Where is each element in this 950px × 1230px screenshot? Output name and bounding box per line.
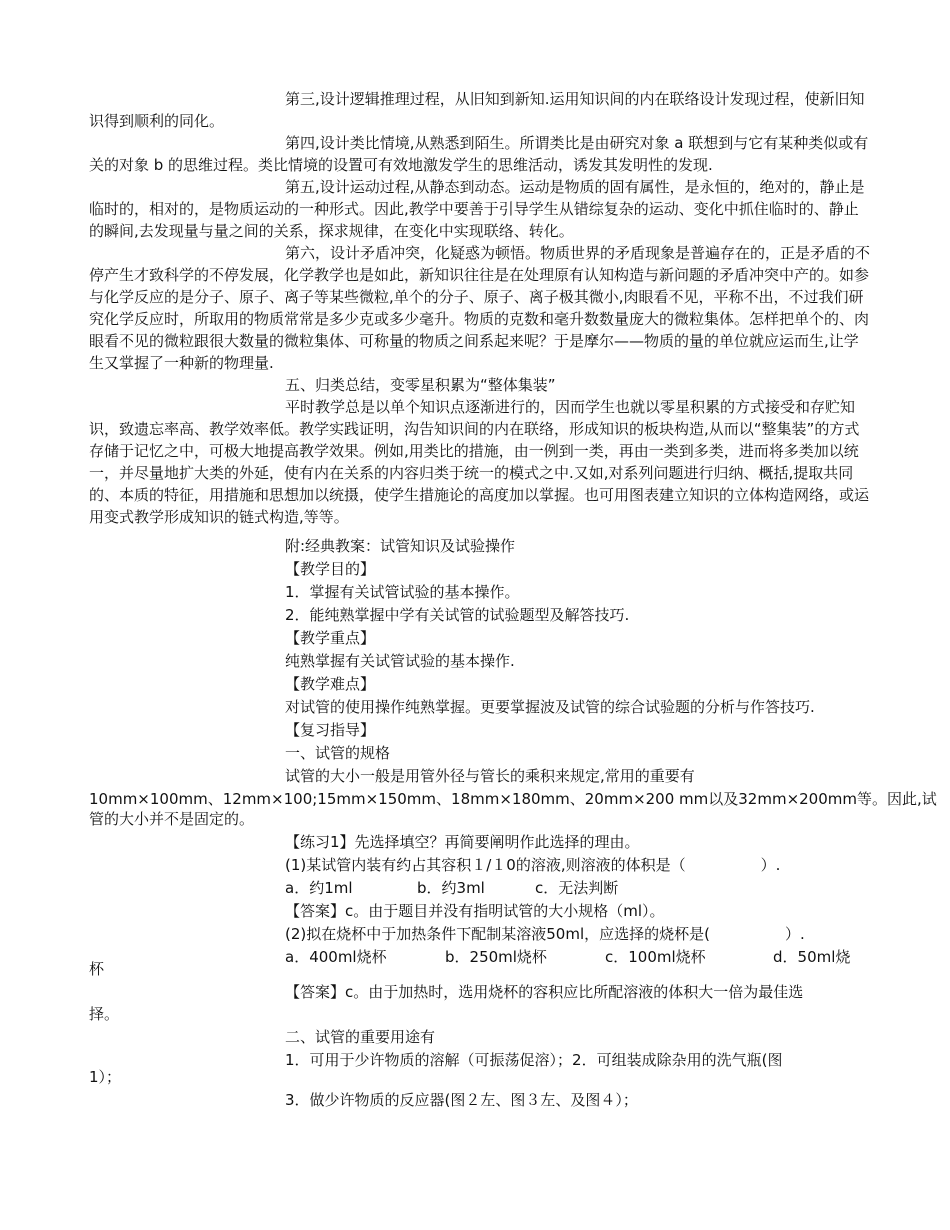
question-2-answer: 【答案】c。由于加热时，选用烧杯的容积应比所配溶液的体积大一倍为最佳选 (285, 983, 804, 1001)
specs-text-line-3: 管的大小并不是固定的。 (89, 810, 255, 828)
paragraph-design-analogy: 第四,设计类比情境,从熟悉到陌生。所谓类比是由研究对象 a 联想到与它有某种类似或有关的对象 b 的思维过程。类比情境的设置可有效地激发学生的思维活动，诱发其发明性的发现. (89, 134, 869, 174)
section-heading-five: 五、归类总结，变零星积累为“整体集装” (285, 376, 556, 394)
exercise-1-intro: 【练习1】先选择填空？再简要阐明作此选择的理由。 (285, 833, 640, 851)
q1-option-c: c．无法判断 (535, 879, 619, 897)
question-2-options (285, 946, 875, 968)
paragraph-design-logic: 第三,设计逻辑推理过程，从旧知到新知.运用知识间的内在联络设计发现过程，使新旧知识得到顺利的同化。 (89, 90, 865, 130)
question-1: (1)某试管内装有约占其容积１/１0的溶液,则溶液的体积是（ ）. (285, 856, 781, 874)
goal-heading: 【教学目的】 (285, 560, 376, 578)
section-title-specs: 一、试管的规格 (285, 744, 391, 762)
uses-line-1: 1．可用于少许物质的溶解（可振荡促溶）；2．可组装成除杂用的洗气瓶(图 (285, 1051, 783, 1069)
specs-text-line-1: 试管的大小一般是用管外径与管长的乘积来规定,常用的重要有 (285, 767, 695, 785)
question-1-options (285, 877, 875, 899)
question-1-answer: 【答案】c。由于题目并没有指明试管的大小规格（ml）。 (285, 902, 665, 920)
difficulty-text: 对试管的使用操作纯熟掌握。更要掌握波及试管的综合试验题的分析与作答技巧. (285, 698, 815, 716)
question-2-answer-wrap: 择。 (89, 1005, 120, 1023)
q2-option-d-wrap: 杯 (89, 960, 105, 978)
paragraph-design-conflict: 第六，设计矛盾冲突，化疑惑为顿悟。物质世界的矛盾现象是普遍存在的，正是矛盾的不停产生才致科学的不停发展，化学教学也是如此，新知识往往是在处理原有认知构造与新问题的矛盾冲突中产的。如参与化学反应的是分子、原子、离子等某些微粒,单个的分子、原子、离子极其微小,肉眼看不见，平称不出，不过我们研究化学反应时，所取用的物质常常是多少克或多少毫升。物质的克数和毫升数数量庞大的微粒集体。怎样把单个的、肉眼看不见的微粒跟很大数量的微粒集体、可称量的物质之间系起来呢？于是摩尔——物质的量的单位就应运而生,让学生又掌握了一种新的物理量. (89, 244, 871, 372)
q1-option-b: b．约3ml (417, 879, 485, 897)
review-heading: 【复习指导】 (285, 721, 376, 739)
uses-line-1-wrap: 1）； (89, 1068, 122, 1086)
question-2: (2)拟在烧杯中于加热条件下配制某溶液50ml，应选择的烧杯是( ）. (285, 925, 805, 943)
q2-option-d: d．50ml烧 (773, 948, 851, 966)
q2-option-c: c．100ml烧杯 (605, 948, 706, 966)
q1-option-a: a．约1ml (285, 879, 353, 897)
goal-item-2: 2．能纯熟掌握中学有关试管的试验题型及解答技巧. (285, 606, 630, 624)
key-text: 纯熟掌握有关试管试验的基本操作. (285, 652, 515, 670)
q2-option-b: b．250ml烧杯 (445, 948, 547, 966)
paragraph-design-motion: 第五,设计运动过程,从静态到动态。运动是物质的固有属性，是永恒的，绝对的，静止是临时的，相对的，是物质运动的一种形式。因此,教学中要善于引导学生从错综复杂的运动、变化中抓住临时的、静止的瞬间,去发现量与量之间的关系，探求规律，在变化中实现联络、转化。 (89, 178, 865, 240)
section-title-uses: 二、试管的重要用途有 (285, 1028, 436, 1046)
specs-text-line-2: 10mm×100mm、12mm×100;15mm×150mm、18mm×180mm、20mm×200 mm以及32mm×200mm等。因此,试 (89, 790, 937, 808)
difficulty-heading: 【教学难点】 (285, 675, 376, 693)
q2-option-a: a．400ml烧杯 (285, 948, 387, 966)
goal-item-1: 1．掌握有关试管试验的基本操作。 (285, 583, 520, 601)
appendix-title: 附:经典教案：试管知识及试验操作 (285, 537, 516, 555)
uses-line-2: 3．做少许物质的反应器(图２左、图３左、及图４）； (285, 1091, 638, 1109)
key-heading: 【教学重点】 (285, 629, 376, 647)
paragraph-classify-summary: 平时教学总是以单个知识点逐渐进行的，因而学生也就以零星积累的方式接受和存贮知识，致遗忘率高、教学效率低。教学实践证明，沟告知识间的内在联络，形成知识的板块构造,从而以“整集装”的方式存储于记忆之中，可极大地提高教学效果。例如,用类比的措施，由一例到一类，再由一类到多类，进而将多类加以统一，并尽量地扩大类的外延，使有内在关系的内容归类于统一的模式之中.又如,对系列问题进行归纳、概括,提取共同的、本质的特征，用措施和思想加以统摄，使学生措施论的高度加以掌握。也可用图表建立知识的立体构造网络，或运用变式教学形成知识的链式构造,等等。 (89, 398, 870, 526)
